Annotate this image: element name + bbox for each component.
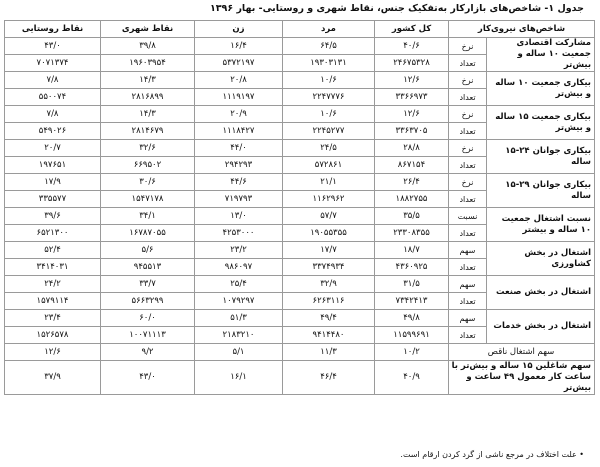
indicator-label: مشارکت اقتصادی جمعیت ۱۰ ساله و بیش‌تر bbox=[487, 38, 595, 72]
value-cell: ۷۰۷۱۳۷۴ bbox=[5, 55, 101, 72]
value-cell: ۹/۲ bbox=[101, 344, 195, 361]
header-urban: نقاط شهری bbox=[101, 21, 195, 38]
unit-label: نرخ bbox=[449, 140, 487, 157]
unit-label: نرخ bbox=[449, 38, 487, 55]
value-cell: ۱۰۰۷۱۱۱۳ bbox=[101, 327, 195, 344]
value-cell: ۱۱۶۲۹۶۲ bbox=[283, 191, 375, 208]
value-cell: ۶۶۹۵۰۲ bbox=[101, 157, 195, 174]
table-row bbox=[5, 310, 595, 327]
value-cell: ۱۰/۶ bbox=[283, 72, 375, 89]
indicator-label: اشتغال در بخش صنعت bbox=[487, 276, 595, 310]
footnote: • علت اختلاف در مرجع ناشی از گرد کردن ارقام است. bbox=[400, 450, 584, 459]
value-cell: ۲۹۴۲۹۳ bbox=[195, 157, 283, 174]
value-cell: ۳۱/۵ bbox=[375, 276, 449, 293]
value-cell: ۸۶۷۱۵۴ bbox=[375, 157, 449, 174]
unit-label: نرخ bbox=[449, 174, 487, 191]
value-cell: ۱۱۱۹۱۹۷ bbox=[195, 89, 283, 106]
table-row bbox=[5, 38, 595, 55]
value-cell: ۲۴/۲ bbox=[5, 276, 101, 293]
value-cell: ۲۴۶۷۵۳۲۸ bbox=[375, 55, 449, 72]
value-cell: ۹۸۶۰۹۷ bbox=[195, 259, 283, 276]
value-cell: ۵۱/۳ bbox=[195, 310, 283, 327]
value-cell: ۲۲۴۵۲۷۷ bbox=[283, 123, 375, 140]
value-cell: ۳۳۵۵۷۷ bbox=[5, 191, 101, 208]
value-cell: ۳۲/۹ bbox=[283, 276, 375, 293]
value-cell: ۱۱/۳ bbox=[283, 344, 375, 361]
table-row bbox=[5, 106, 595, 123]
value-cell: ۱۹۷۶۵۱ bbox=[5, 157, 101, 174]
value-cell: ۴۰/۹ bbox=[375, 361, 449, 395]
value-cell: ۲۰/۸ bbox=[195, 72, 283, 89]
value-cell: ۱۰/۲ bbox=[375, 344, 449, 361]
value-cell: ۴۹/۸ bbox=[375, 310, 449, 327]
value-cell: ۴۴/۶ bbox=[195, 174, 283, 191]
value-cell: ۳۴/۱ bbox=[101, 208, 195, 225]
value-cell: ۱۲/۶ bbox=[375, 106, 449, 123]
table-row bbox=[5, 242, 595, 259]
value-cell: ۴۳/۰ bbox=[5, 38, 101, 55]
unit-label: سهم bbox=[449, 276, 487, 293]
indicator-label: بیکاری جوانان ۲۹-۱۵ ساله bbox=[487, 174, 595, 208]
value-cell: ۱۷/۹ bbox=[5, 174, 101, 191]
value-cell: ۱۰۷۹۲۹۷ bbox=[195, 293, 283, 310]
table-row bbox=[5, 174, 595, 191]
value-cell: ۷۳۴۲۴۱۳ bbox=[375, 293, 449, 310]
value-cell: ۱۵۷۹۱۱۴ bbox=[5, 293, 101, 310]
value-cell: ۱۹۶۰۳۹۵۴ bbox=[101, 55, 195, 72]
value-cell: ۲۵/۴ bbox=[195, 276, 283, 293]
header-rural: نقاط روستایی bbox=[5, 21, 101, 38]
header-male: مرد bbox=[283, 21, 375, 38]
value-cell: ۱۷/۷ bbox=[283, 242, 375, 259]
value-cell: ۳۳۶۳۷۰۵ bbox=[375, 123, 449, 140]
value-cell: ۳۳۶۶۹۷۳ bbox=[375, 89, 449, 106]
unit-label: تعداد bbox=[449, 259, 487, 276]
table-row bbox=[5, 361, 595, 395]
value-cell: ۱۱۱۸۴۲۷ bbox=[195, 123, 283, 140]
indicator-label: سهم اشتغال ناقص bbox=[449, 344, 595, 361]
value-cell: ۲۶/۴ bbox=[375, 174, 449, 191]
unit-label: تعداد bbox=[449, 89, 487, 106]
value-cell: ۶۲۶۳۱۱۶ bbox=[283, 293, 375, 310]
indicator-label: اشتغال در بخش کشاورزی bbox=[487, 242, 595, 276]
value-cell: ۴۴/۰ bbox=[195, 140, 283, 157]
value-cell: ۲۳/۲ bbox=[195, 242, 283, 259]
value-cell: ۱۹۰۵۵۳۵۵ bbox=[283, 225, 375, 242]
value-cell: ۵۲/۴ bbox=[5, 242, 101, 259]
value-cell: ۲۳۳۰۸۳۵۵ bbox=[375, 225, 449, 242]
value-cell: ۹۴۵۵۱۳ bbox=[101, 259, 195, 276]
indicator-label: بیکاری جوانان ۲۴-۱۵ ساله bbox=[487, 140, 595, 174]
table-row bbox=[5, 344, 595, 361]
value-cell: ۱۶/۱ bbox=[195, 361, 283, 395]
value-cell: ۴۰/۶ bbox=[375, 38, 449, 55]
value-cell: ۳۹/۸ bbox=[101, 38, 195, 55]
value-cell: ۶۴/۵ bbox=[283, 38, 375, 55]
value-cell: ۲۱۸۳۲۱۰ bbox=[195, 327, 283, 344]
value-cell: ۵۵۰۰۷۴ bbox=[5, 89, 101, 106]
value-cell: ۴۶/۴ bbox=[283, 361, 375, 395]
value-cell: ۴۹/۴ bbox=[283, 310, 375, 327]
unit-label: تعداد bbox=[449, 225, 487, 242]
value-cell: ۲۸۱۶۸۹۹ bbox=[101, 89, 195, 106]
value-cell: ۲۴/۵ bbox=[283, 140, 375, 157]
value-cell: ۱۴/۳ bbox=[101, 106, 195, 123]
value-cell: ۳۳/۷ bbox=[101, 276, 195, 293]
unit-label: نرخ bbox=[449, 106, 487, 123]
value-cell: ۳۳۷۴۹۳۴ bbox=[283, 259, 375, 276]
value-cell: ۱۰/۶ bbox=[283, 106, 375, 123]
value-cell: ۴۲۵۳۰۰۰ bbox=[195, 225, 283, 242]
table-row bbox=[5, 72, 595, 89]
value-cell: ۵/۱ bbox=[195, 344, 283, 361]
value-cell: ۹۴۱۴۴۸۰ bbox=[283, 327, 375, 344]
unit-label: نرخ bbox=[449, 72, 487, 89]
value-cell: ۵۷/۷ bbox=[283, 208, 375, 225]
indicator-label: نسبت اشتغال جمعیت ۱۰ ساله و بیشتر bbox=[487, 208, 595, 242]
labor-market-table bbox=[4, 20, 595, 395]
unit-label: سهم bbox=[449, 310, 487, 327]
value-cell: ۳۷/۹ bbox=[5, 361, 101, 395]
indicator-label: اشتغال در بخش خدمات bbox=[487, 310, 595, 344]
unit-label: تعداد bbox=[449, 55, 487, 72]
value-cell: ۱۸/۷ bbox=[375, 242, 449, 259]
table-row bbox=[5, 276, 595, 293]
value-cell: ۴۳/۰ bbox=[101, 361, 195, 395]
value-cell: ۳۵/۵ bbox=[375, 208, 449, 225]
value-cell: ۶۵۲۱۳۰۰ bbox=[5, 225, 101, 242]
unit-label: تعداد bbox=[449, 327, 487, 344]
value-cell: ۱۲/۶ bbox=[5, 344, 101, 361]
value-cell: ۲۰/۹ bbox=[195, 106, 283, 123]
value-cell: ۱۴/۳ bbox=[101, 72, 195, 89]
header-total: کل کشور bbox=[375, 21, 449, 38]
value-cell: ۲۲۴۷۷۷۶ bbox=[283, 89, 375, 106]
value-cell: ۲۰/۷ bbox=[5, 140, 101, 157]
value-cell: ۱۹۳۰۳۱۳۱ bbox=[283, 55, 375, 72]
value-cell: ۱۵۴۷۱۷۸ bbox=[101, 191, 195, 208]
value-cell: ۲۱/۱ bbox=[283, 174, 375, 191]
value-cell: ۱۶/۴ bbox=[195, 38, 283, 55]
unit-label: تعداد bbox=[449, 293, 487, 310]
unit-label: تعداد bbox=[449, 157, 487, 174]
header-row bbox=[5, 21, 595, 38]
unit-label: تعداد bbox=[449, 191, 487, 208]
value-cell: ۵۶۶۳۲۹۹ bbox=[101, 293, 195, 310]
value-cell: ۱۱۵۹۹۶۹۱ bbox=[375, 327, 449, 344]
header-female: زن bbox=[195, 21, 283, 38]
value-cell: ۴۳۶۰۹۲۵ bbox=[375, 259, 449, 276]
value-cell: ۱۳/۰ bbox=[195, 208, 283, 225]
value-cell: ۵/۶ bbox=[101, 242, 195, 259]
value-cell: ۱۶۷۸۷۰۵۵ bbox=[101, 225, 195, 242]
value-cell: ۷/۸ bbox=[5, 72, 101, 89]
table-row bbox=[5, 140, 595, 157]
value-cell: ۲۸۱۴۶۷۹ bbox=[101, 123, 195, 140]
unit-label: سهم bbox=[449, 242, 487, 259]
value-cell: ۱۵۲۶۵۷۸ bbox=[5, 327, 101, 344]
value-cell: ۲۸/۸ bbox=[375, 140, 449, 157]
value-cell: ۲۳/۴ bbox=[5, 310, 101, 327]
indicator-label: بیکاری جمعیت ۱۰ ساله و بیش‌تر bbox=[487, 72, 595, 106]
header-indicator: شاخص‌های نیروی‌کار bbox=[449, 21, 595, 38]
indicator-label: بیکاری جمعیت ۱۵ ساله و بیش‌تر bbox=[487, 106, 595, 140]
value-cell: ۷۱۹۷۹۳ bbox=[195, 191, 283, 208]
value-cell: ۱۲/۶ bbox=[375, 72, 449, 89]
table-title: جدول ۱- شاخص‌های بازارکار به‌تفکیک جنس، نقاط شهری و روستایی- بهار ۱۳۹۶ bbox=[209, 3, 584, 14]
value-cell: ۳۹/۶ bbox=[5, 208, 101, 225]
value-cell: ۷/۸ bbox=[5, 106, 101, 123]
table-row bbox=[5, 208, 595, 225]
unit-label: نسبت bbox=[449, 208, 487, 225]
value-cell: ۳۰/۶ bbox=[101, 174, 195, 191]
value-cell: ۵۳۷۲۱۹۷ bbox=[195, 55, 283, 72]
value-cell: ۵۷۲۸۶۱ bbox=[283, 157, 375, 174]
unit-label: تعداد bbox=[449, 123, 487, 140]
value-cell: ۱۸۸۲۷۵۵ bbox=[375, 191, 449, 208]
value-cell: ۵۴۹۰۲۶ bbox=[5, 123, 101, 140]
value-cell: ۶۰/۰ bbox=[101, 310, 195, 327]
value-cell: ۳۲/۶ bbox=[101, 140, 195, 157]
indicator-label: سهم شاغلین ۱۵ ساله و بیش‌تر با ساعت کار معمول ۴۹ ساعت و بیش‌تر bbox=[449, 361, 595, 395]
value-cell: ۳۴۱۴۰۳۱ bbox=[5, 259, 101, 276]
